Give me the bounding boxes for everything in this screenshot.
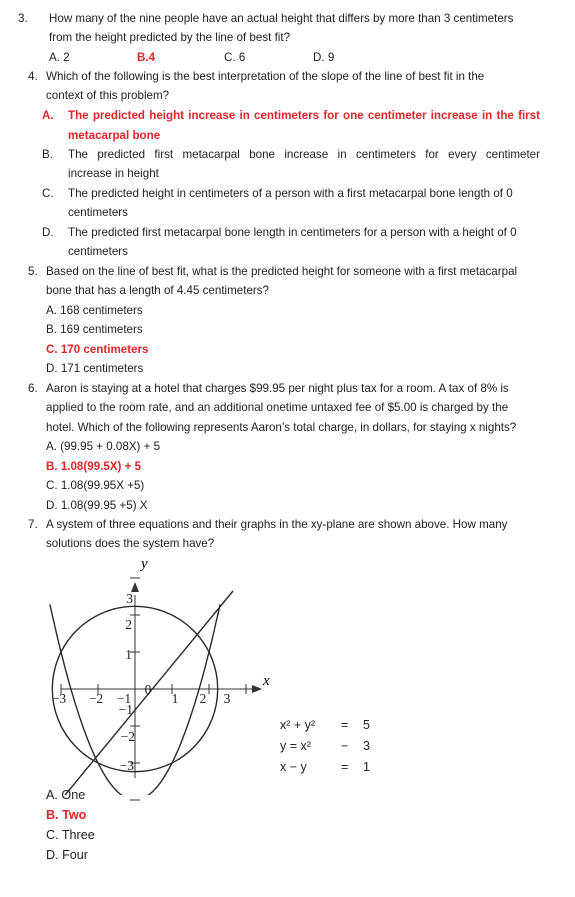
x-axis-arrow-icon: [252, 685, 262, 693]
q4-choice-a-letter: A.: [42, 109, 54, 122]
q3-choice-c: C. 6: [224, 51, 246, 64]
equation-3: x − y = 1: [280, 760, 370, 774]
q7-number: 7.: [28, 518, 38, 531]
q5-choice-b: B. 169 centimeters: [46, 323, 143, 336]
y-tick-label: 2: [125, 617, 132, 632]
q5-text-line1: Based on the line of best fit, what is the predicted height for someone with a first metacarpal: [46, 265, 518, 278]
q4-choice-c-line2: centimeters: [68, 206, 128, 219]
q6-text-line3: hotel. Which of the following represents Aaron’s total charge, in dollars, for staying x nights?: [46, 421, 517, 434]
q7-text-line2: solutions does the system have?: [46, 537, 215, 550]
x-tick-label: 3: [223, 691, 231, 706]
q7-choice-a: A. One: [46, 788, 86, 802]
y-tick-label: 3: [126, 591, 133, 606]
q4-choice-b-letter: B.: [42, 148, 53, 161]
q4-choice-b-line1: The predicted first metacarpal bone increase in centimeters for every centimeter: [68, 148, 540, 161]
q3-choice-a: A. 2: [49, 51, 70, 64]
x-tick-label: −1: [116, 691, 132, 706]
q5-choice-c: C. 170 centimeters: [46, 343, 149, 356]
q6-text-line2: applied to the room rate, and an additional onetime untaxed fee of $5.00 is charged by the: [46, 401, 509, 414]
equation-2: y = x² − 3: [280, 739, 370, 753]
q4-text-line1: Which of the following is the best interpretation of the slope of the line of best fit in the: [46, 70, 485, 83]
y-tick-label: −3: [119, 758, 134, 773]
x-tick-label: −3: [51, 691, 67, 706]
q4-text-line2: context of this problem?: [46, 89, 170, 102]
y-tick-label: 1: [125, 647, 132, 662]
y-tick-label: −2: [120, 729, 135, 744]
q4-choice-d-line1: The predicted first metacarpal bone length in centimeters for a person with a height of 0: [68, 226, 517, 239]
q7-text-line1: A system of three equations and their graphs in the xy-plane are shown above. How many: [46, 518, 508, 531]
equation-1: x² + y² = 5: [280, 718, 370, 732]
q5-number: 5.: [28, 265, 38, 278]
q7-choice-d: D. Four: [46, 848, 88, 862]
y-tick-label: −1: [118, 702, 133, 717]
q4-choice-a-line1: The predicted height increase in centimeters for one centimeter increase in the first: [68, 109, 540, 122]
q3-choice-b: B.4: [137, 51, 156, 64]
q6-choice-b: B. 1.08(99.5X) + 5: [46, 460, 142, 473]
x-tick-label: 2: [199, 691, 207, 706]
q6-number: 6.: [28, 382, 38, 395]
y-axis-label: y: [141, 556, 148, 572]
q4-choice-c-line1: The predicted height in centimeters of a person with a first metacarpal bone length of 0: [68, 187, 513, 200]
x-axis-label: x: [263, 673, 270, 689]
q5-choice-a: A. 168 centimeters: [46, 304, 143, 317]
q6-choice-c: C. 1.08(99.95X +5): [46, 479, 145, 492]
q7-choice-c: C. Three: [46, 828, 95, 842]
q6-choice-a: A. (99.95 + 0.08X) + 5: [46, 440, 161, 453]
x-tick-label: 1: [171, 691, 179, 706]
q4-number: 4.: [28, 70, 38, 83]
q3-text-line1: How many of the nine people have an actual height that differs by more than 3 centimeters: [49, 12, 514, 25]
q6-choice-d: D. 1.08(99.95 +5) X: [46, 499, 148, 512]
q4-choice-b-line2: increase in height: [68, 167, 159, 180]
q3-choice-d: D. 9: [313, 51, 335, 64]
q5-text-line2: bone that has a length of 4.45 centimeters?: [46, 284, 270, 297]
q5-choice-d: D. 171 centimeters: [46, 362, 144, 375]
q7-choice-b: B. Two: [46, 808, 87, 822]
x-tick-label: −2: [88, 691, 104, 706]
q3-text-line2: from the height predicted by the line of best fit?: [49, 31, 291, 44]
q4-choice-c-letter: C.: [42, 187, 54, 200]
q4-choice-d-line2: centimeters: [68, 245, 128, 258]
q6-text-line1: Aaron is staying at a hotel that charges $99.95 per night plus tax for a room. A tax of 8% is: [46, 382, 509, 395]
q4-choice-d-letter: D.: [42, 226, 54, 239]
x-tick-label: 0: [144, 682, 152, 697]
q4-choice-a-line2: metacarpal bone: [68, 129, 161, 142]
q3-number: 3.: [18, 12, 28, 25]
